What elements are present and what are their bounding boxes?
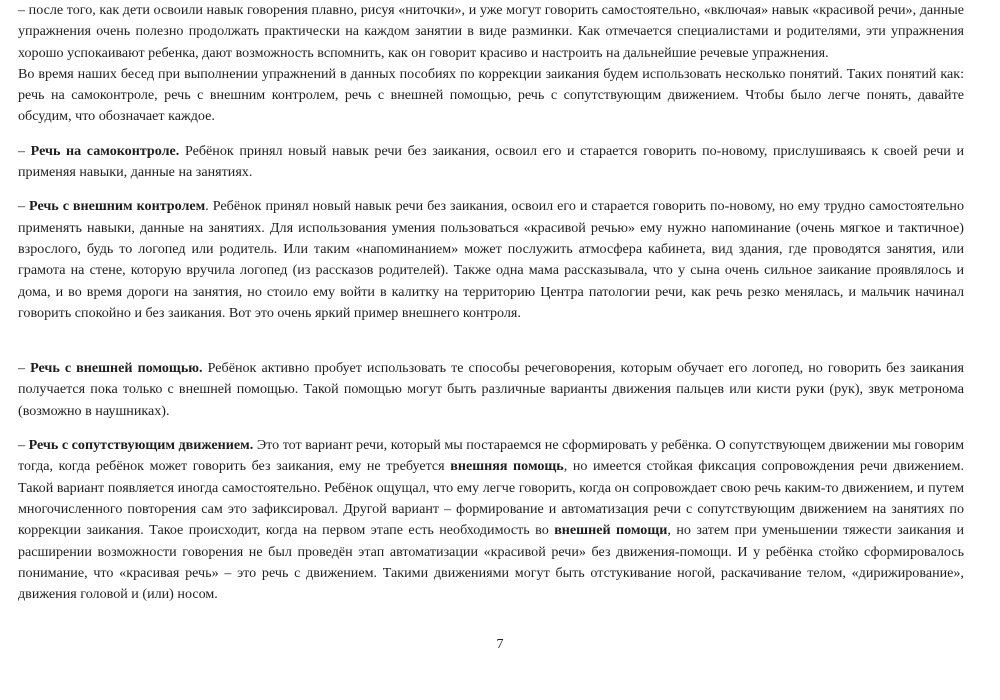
- definition-movement: [18, 435, 964, 605]
- intro-paragraph-1: – после того, как дети освоили навык говорения плавно, рисуя «ниточки», и уже могут говорить самостоятельно, «включая» навык «красивой речи», данные упражнения очень полезно продолжать практически на каждом занятии в виде разминки. Как отмечается специалистами и родителями, эти упражнения хорошо успокаивают ребенка, дают возможность вспомнить, как он говорит красиво и настроить на дальнейшие речевые упражнения.: [18, 2, 964, 61]
- definition-text: , но затем при уменьшении тяжести заикания и расширении возможности говорения не был проведён этап автоматизации «красивой речи» без движения-помощи. И у ребёнка стойко сформировалось понимание, что «красивая речь» – это речь с движением. Такими движениями могут быть отстукивание ногой, раскачивание телом, «дирижирование», движения головой и (или) носом.: [18, 522, 965, 603]
- term-external-control: Речь с внешним контролем: [29, 198, 206, 215]
- definition-text: Ребёнок принял новый навык речи без заикания, освоил его и старается говорить по-новому, прислушиваясь к своей речи и применяя навыки, данные на занятиях.: [18, 142, 964, 181]
- definition-external-help: [18, 358, 964, 422]
- intro-paragraph-2: Во время наших бесед при выполнении упражнений в данных пособиях по коррекции заикания будем использовать несколько понятий. Таких понятий как: речь на самоконтроле, речь с внешним контролем, речь с внешней помощью, речь с сопутствующим движением. Чтобы было легче понять, давайте обсудим, что обозначает каждое.: [18, 65, 964, 125]
- definition-text: . Ребёнок принял новый навык речи без заикания, освоил его и старается говорить по-новому, но ему трудно самостоятельно применять навыки, данные на занятиях. Для использования умения пользоваться «красивой речью» ему нужно напоминание (очень мягкое и тактичное) взрослого, будь то логопед или родитель. Или таким «напоминанием» может послужить атмосфера кабинета, вид здания, где проводятся занятия, или грамота на стене, которую вручила логопед (из рассказов родителей). Также одна мама рассказывала, что у сына очень сильное заикание проявлялось и дома, и во время дороги на занятия, но стоило ему войти в калитку на территорию Центра патологии речи, как речь резко менялась, и мальчик начинал говорить спокойно и без заикания. Вот это очень яркий пример внешнего контроля.: [18, 198, 964, 321]
- paragraph-spacer: [18, 183, 964, 196]
- emphasis-external-help-2: внешней помощи: [554, 522, 668, 539]
- list-dash: –: [18, 198, 30, 215]
- term-external-help: Речь с внешней помощью.: [30, 360, 203, 377]
- definition-text: Это тот вариант речи, который мы постараемся не сформировать у ребёнка. О сопутствующем движении мы говорим тогда, когда ребёнок может говорить без заикания, ему не требуется: [18, 437, 964, 475]
- definition-self-control: [18, 141, 964, 184]
- document-body: [18, 0, 964, 605]
- paragraph-spacer: [18, 128, 964, 141]
- paragraph-spacer: [18, 422, 964, 435]
- emphasis-external-help: внешняя помощь: [450, 458, 564, 475]
- definition-text: Ребёнок активно пробует использовать те способы речеговорения, которым обучает его логопед, но говорить без заикания получается пока только с внешней помощью. Такой помощью могут быть различные варианты движения пальцев или кисти руки (рук), звук метронома (возможно в наушниках).: [18, 360, 964, 419]
- term-movement: Речь с сопутствующим движением.: [28, 437, 254, 454]
- definition-text: , но имеется стойкая фиксация сопровождения речи движением. Такой вариант появляется иногда самостоятельно. Ребёнок ощущал, что ему легче говорить, когда он сопровождает свою речь каким-то движением, и путем многочисленного повторения сам это зафиксировал. Другой вариант – формирование и автоматизация речи с сопутствующим движением на занятиях по коррекции заикания. Такое происходит, когда на первом этапе есть необходимость во: [18, 458, 964, 539]
- definition-external-control: [18, 196, 964, 324]
- list-dash: –: [18, 437, 29, 454]
- list-dash: –: [18, 142, 31, 159]
- paragraph-spacer: [18, 324, 964, 358]
- term-self-control: Речь на самоконтроле.: [30, 142, 180, 159]
- page-number: 7: [496, 637, 504, 652]
- list-dash: –: [18, 360, 31, 377]
